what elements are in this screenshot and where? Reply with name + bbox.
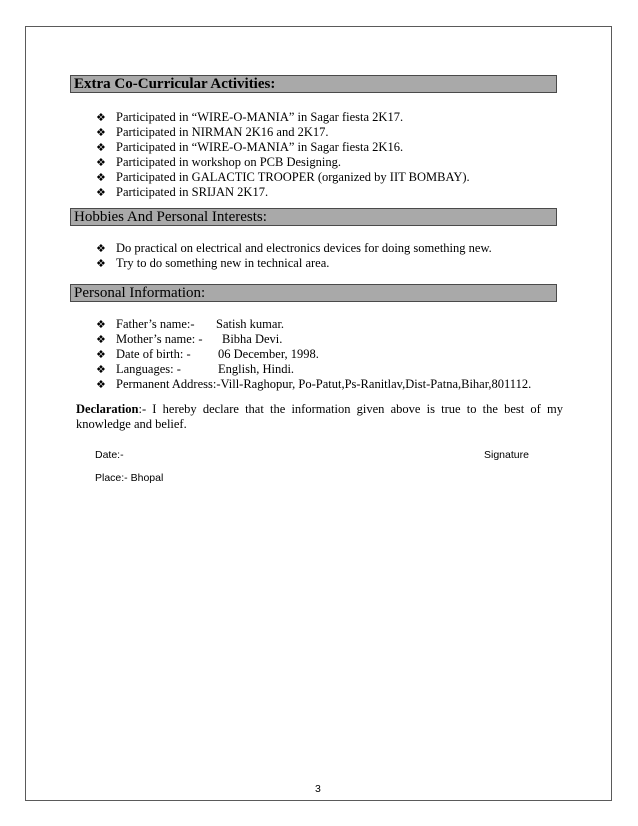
list-item-languages [96,362,531,377]
list-item: ❖ Participated in “WIRE-O-MANIA” in Sagar fiesta 2K16. [96,140,404,154]
list-item: ❖ Try to do something new in technical area. [96,256,330,270]
diamond-bullet-icon: ❖ [96,156,106,169]
diamond-bullet-icon: ❖ [96,257,106,270]
field-label: Languages: - [116,362,181,376]
diamond-bullet-icon: ❖ [96,333,106,346]
declaration-paragraph [76,402,563,432]
field-value: Satish kumar. [216,317,285,331]
diamond-bullet-icon: ❖ [96,171,106,184]
field-label: Mother’s name: - [116,332,203,346]
section-header-hobbies: Hobbies And Personal Interests: [70,208,557,226]
personal-information-list [96,317,531,392]
list-item: ❖ Do practical on electrical and electronics devices for doing something new. [96,241,492,255]
list-item: ❖ Participated in NIRMAN 2K16 and 2K17. [96,125,329,139]
field-value: English, Hindi. [218,362,295,376]
field-label: Father’s name:- [116,317,195,331]
field-label: Permanent Address:-Vill-Raghopur, Po-Patut,Ps-Ranitlav,Dist-Patna,Bihar,801112. [116,377,532,391]
list-item-fathers-name [96,317,531,332]
diamond-bullet-icon: ❖ [96,126,106,139]
declaration-text: :- I hereby declare that the information given above is true to the best of my knowledge and belief. [76,402,563,431]
list-item: ❖ Participated in “WIRE-O-MANIA” in Sagar fiesta 2K17. [96,110,404,124]
field-value: Bibha Devi. [222,332,283,346]
list-item: ❖ Participated in workshop on PCB Designing. [96,155,341,169]
section-header-extra-activities: Extra Co-Curricular Activities: [70,75,557,93]
list-item-mothers-name [96,332,531,347]
field-label: Date of birth: - [116,347,191,361]
list-item: ❖ Participated in GALACTIC TROOPER (organized by IIT BOMBAY). [96,170,470,184]
declaration-label: Declaration [76,402,139,416]
diamond-bullet-icon: ❖ [96,348,106,361]
place-label: Place:- Bhopal [95,472,164,484]
diamond-bullet-icon: ❖ [96,141,106,154]
diamond-bullet-icon: ❖ [96,318,106,331]
hobbies-list [96,241,492,271]
diamond-bullet-icon: ❖ [96,111,106,124]
date-label: Date:- [95,449,124,461]
field-value: 06 December, 1998. [218,347,319,361]
list-item: ❖ Participated in SRIJAN 2K17. [96,185,269,199]
diamond-bullet-icon: ❖ [96,363,106,376]
diamond-bullet-icon: ❖ [96,242,106,255]
list-item-permanent-address [96,377,531,392]
section-header-personal-information: Personal Information: [70,284,557,302]
extra-activities-list [96,110,470,200]
page-number: 3 [315,783,321,795]
list-item-date-of-birth [96,347,531,362]
signature-label: Signature [484,449,529,461]
diamond-bullet-icon: ❖ [96,186,106,199]
diamond-bullet-icon: ❖ [96,378,106,391]
